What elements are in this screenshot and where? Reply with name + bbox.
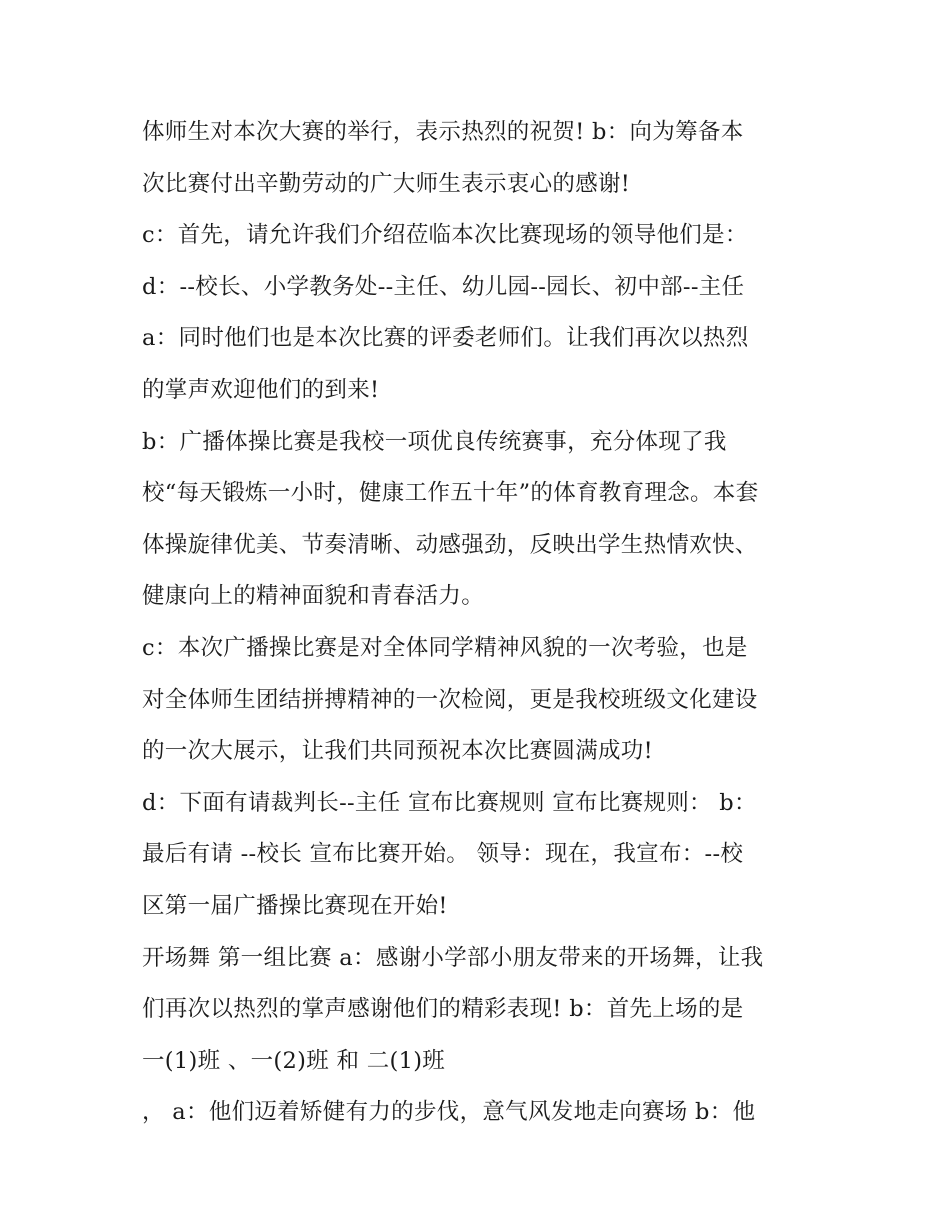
- text-line: d：下面有请裁判长--主任 宣布比赛规则 宣布比赛规则： b：: [142, 789, 757, 816]
- text-line: 对全体师生团结拼搏精神的一次检阅，更是我校班级文化建设: [142, 686, 758, 713]
- text-line: ， a：他们迈着矫健有力的步伐，意气风发地走向赛场 b：他: [142, 1099, 756, 1126]
- text-line: c：首先，请允许我们介绍莅临本次比赛现场的领导他们是：: [142, 222, 748, 249]
- text-line: 区第一届广播操比赛现在开始!: [142, 892, 448, 919]
- text-line: d：--校长、小学教务处--主任、幼儿园--园长、初中部--主任: [142, 273, 745, 300]
- text-line: 体师生对本次大赛的举行，表示热烈的祝贺! b：向为筹备本: [142, 119, 744, 145]
- text-line: 的一次大展示，让我们共同预祝本次比赛圆满成功!: [142, 738, 653, 765]
- document-body: [142, 107, 822, 1139]
- text-line: 最后有请 --校长 宣布比赛开始。 领导：现在，我宣布：--校: [142, 841, 744, 868]
- text-line: 健康向上的精神面貌和青春活力。: [142, 583, 485, 610]
- text-line: a：同时他们也是本次比赛的评委老师们。让我们再次以热烈: [142, 325, 749, 352]
- text-line: b：广播体操比赛是我校一项优良传统赛事，充分体现了我: [142, 428, 727, 455]
- text-line: 们再次以热烈的掌声感谢他们的精彩表现! b：首先上场的是: [142, 996, 744, 1023]
- text-line: 次比赛付出辛勤劳动的广大师生表示衷心的感谢!: [142, 170, 631, 197]
- text-line: 校“每天锻炼一小时，健康工作五十年”的体育教育理念。本套: [142, 480, 759, 507]
- text-line: 的掌声欢迎他们的到来!: [142, 376, 380, 403]
- text-line: 一(1)班 、一(2)班 和 二(1)班: [142, 1047, 446, 1074]
- text-line: c：本次广播操比赛是对全体同学精神风貌的一次考验，也是: [142, 634, 748, 661]
- text-line: 开场舞 第一组比赛 a：感谢小学部小朋友带来的开场舞，让我: [142, 944, 764, 971]
- text-line: 体操旋律优美、节奏清晰、动感强劲，反映出学生热情欢快、: [142, 531, 758, 558]
